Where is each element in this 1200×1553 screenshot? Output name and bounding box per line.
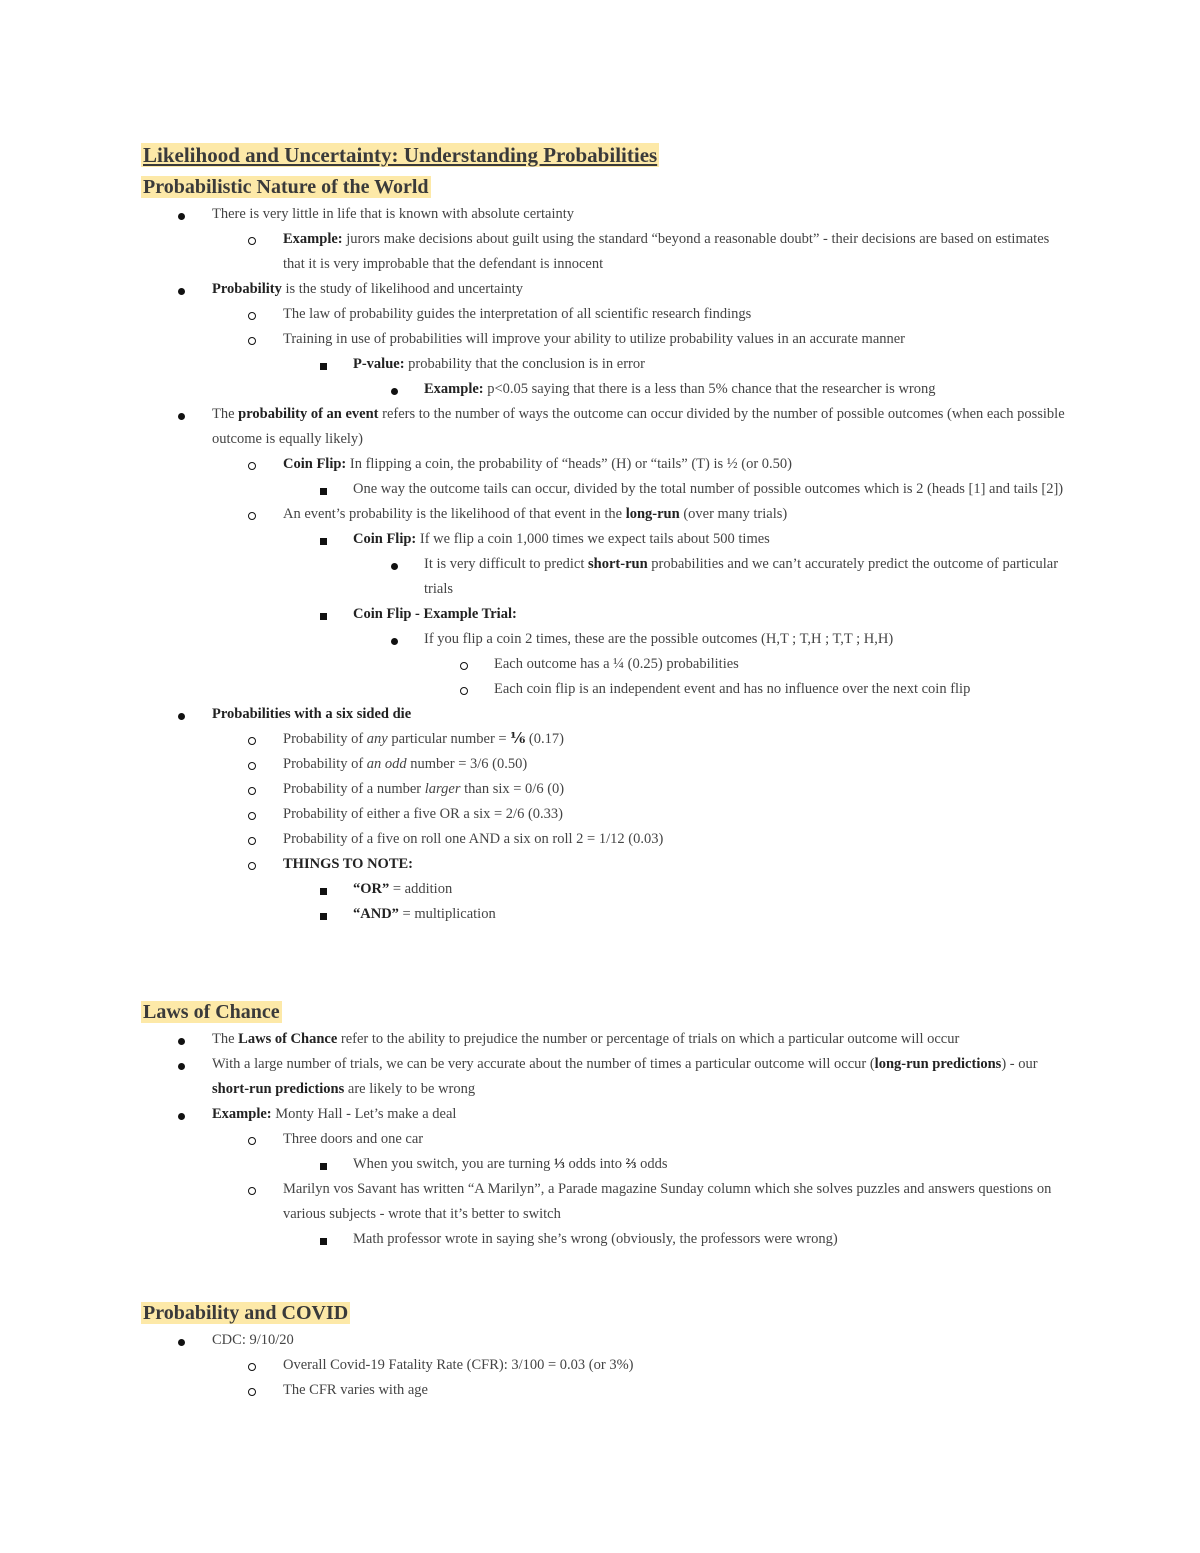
square-bullet-icon bbox=[316, 902, 330, 927]
hollow-bullet-icon bbox=[245, 1378, 259, 1403]
list-item: Math professor wrote in saying she’s wrong (obviously, the professors were wrong) bbox=[141, 1227, 1071, 1252]
square-bullet-icon bbox=[316, 477, 330, 502]
section-heading: Laws of Chance bbox=[143, 1001, 280, 1023]
list-item: The probability of an event refers to the number of ways the outcome can occur divided by the number of possible outcomes (when each possible outcome is equally likely) bbox=[141, 402, 1071, 452]
hollow-bullet-icon bbox=[245, 227, 259, 252]
bullet-icon bbox=[387, 377, 401, 402]
list-item: Example: p<0.05 saying that there is a less than 5% chance that the researcher is wrong bbox=[141, 377, 1071, 402]
list-item: Coin Flip: If we flip a coin 1,000 times we expect tails about 500 times bbox=[141, 527, 1071, 552]
hollow-bullet-icon bbox=[245, 502, 259, 527]
list-item: The law of probability guides the interpretation of all scientific research findings bbox=[141, 302, 1071, 327]
list-item: When you switch, you are turning ⅓ odds into ⅔ odds bbox=[141, 1152, 1071, 1177]
list-item: Probability is the study of likelihood and uncertainty bbox=[141, 277, 1071, 302]
list-item: THINGS TO NOTE: bbox=[141, 852, 1071, 877]
hollow-bullet-icon bbox=[245, 827, 259, 852]
square-bullet-icon bbox=[316, 527, 330, 552]
bullet-icon bbox=[174, 277, 188, 302]
list-item: CDC: 9/10/20 bbox=[141, 1328, 1071, 1353]
section-heading: Probability and COVID bbox=[143, 1302, 349, 1324]
list-item: It is very difficult to predict short-run probabilities and we can’t accurately predict the outcome of particular trials bbox=[141, 552, 1071, 602]
list-item: Three doors and one car bbox=[141, 1127, 1071, 1152]
list-item: “AND” = multiplication bbox=[141, 902, 1071, 927]
hollow-bullet-icon bbox=[457, 652, 471, 677]
hollow-bullet-icon bbox=[245, 852, 259, 877]
hollow-bullet-icon bbox=[245, 1177, 259, 1202]
hollow-bullet-icon bbox=[245, 452, 259, 477]
list-item: Example: Monty Hall - Let’s make a deal bbox=[141, 1102, 1071, 1127]
list-item: Probability of any particular number = ⅙ (0.17) bbox=[141, 727, 1071, 752]
document-title-block bbox=[141, 140, 1071, 170]
square-bullet-icon bbox=[316, 877, 330, 902]
list-item: Marilyn vos Savant has written “A Marilyn”, a Parade magazine Sunday column which she solves puzzles and answers questions on various subjects - wrote that it’s better to switch bbox=[141, 1177, 1071, 1227]
bullet-icon bbox=[174, 1102, 188, 1127]
hollow-bullet-icon bbox=[245, 802, 259, 827]
bullet-icon bbox=[174, 1052, 188, 1077]
hollow-bullet-icon bbox=[245, 302, 259, 327]
bullet-icon bbox=[174, 202, 188, 227]
list-item: Training in use of probabilities will improve your ability to utilize probability values in an accurate manner bbox=[141, 327, 1071, 352]
bullet-icon bbox=[387, 627, 401, 652]
list-item: Probability of a five on roll one AND a six on roll 2 = 1/12 (0.03) bbox=[141, 827, 1071, 852]
section-laws-of-chance bbox=[141, 997, 1071, 1252]
list-item: Coin Flip - Example Trial: bbox=[141, 602, 1071, 627]
document-title: Likelihood and Uncertainty: Understanding Probabilities bbox=[143, 143, 658, 167]
list-item: With a large number of trials, we can be very accurate about the number of times a particular outcome will occur (long-run predictions) - our short-run predictions are likely to be wrong bbox=[141, 1052, 1071, 1102]
list-item: “OR” = addition bbox=[141, 877, 1071, 902]
list-item: An event’s probability is the likelihood of that event in the long-run (over many trials) bbox=[141, 502, 1071, 527]
list-item: One way the outcome tails can occur, divided by the total number of possible outcomes which is 2 (heads [1] and tails [2]) bbox=[141, 477, 1071, 502]
list-item: The Laws of Chance refer to the ability to prejudice the number or percentage of trials on which a particular outcome will occur bbox=[141, 1027, 1071, 1052]
bullet-icon bbox=[174, 1328, 188, 1353]
hollow-bullet-icon bbox=[245, 752, 259, 777]
square-bullet-icon bbox=[316, 602, 330, 627]
bullet-icon bbox=[174, 402, 188, 427]
list-item: Each coin flip is an independent event and has no influence over the next coin flip bbox=[141, 677, 1071, 702]
square-bullet-icon bbox=[316, 1152, 330, 1177]
section-probabilistic-nature bbox=[141, 172, 1071, 927]
hollow-bullet-icon bbox=[245, 1353, 259, 1378]
square-bullet-icon bbox=[316, 1227, 330, 1252]
list-item: Each outcome has a ¼ (0.25) probabilities bbox=[141, 652, 1071, 677]
section-heading: Probabilistic Nature of the World bbox=[143, 176, 429, 198]
bullet-icon bbox=[174, 1027, 188, 1052]
section-probability-covid bbox=[141, 1298, 1071, 1403]
square-bullet-icon bbox=[316, 352, 330, 377]
list-item: Probabilities with a six sided die bbox=[141, 702, 1071, 727]
list-item: Overall Covid-19 Fatality Rate (CFR): 3/100 = 0.03 (or 3%) bbox=[141, 1353, 1071, 1378]
list-item: If you flip a coin 2 times, these are the possible outcomes (H,T ; T,H ; T,T ; H,H) bbox=[141, 627, 1071, 652]
hollow-bullet-icon bbox=[457, 677, 471, 702]
list-item: Example: jurors make decisions about guilt using the standard “beyond a reasonable doubt” - their decisions are based on estimates that it is very improbable that the defendant is innocent bbox=[141, 227, 1071, 277]
bullet-icon bbox=[387, 552, 401, 577]
list-item: Probability of an odd number = 3/6 (0.50) bbox=[141, 752, 1071, 777]
hollow-bullet-icon bbox=[245, 777, 259, 802]
list-item: There is very little in life that is known with absolute certainty bbox=[141, 202, 1071, 227]
list-item: Probability of either a five OR a six = 2/6 (0.33) bbox=[141, 802, 1071, 827]
list-item: Probability of a number larger than six = 0/6 (0) bbox=[141, 777, 1071, 802]
hollow-bullet-icon bbox=[245, 727, 259, 752]
list-item: P-value: probability that the conclusion is in error bbox=[141, 352, 1071, 377]
hollow-bullet-icon bbox=[245, 1127, 259, 1152]
list-item: Coin Flip: In flipping a coin, the probability of “heads” (H) or “tails” (T) is ½ (or 0.50) bbox=[141, 452, 1071, 477]
list-item: The CFR varies with age bbox=[141, 1378, 1071, 1403]
bullet-icon bbox=[174, 702, 188, 727]
hollow-bullet-icon bbox=[245, 327, 259, 352]
